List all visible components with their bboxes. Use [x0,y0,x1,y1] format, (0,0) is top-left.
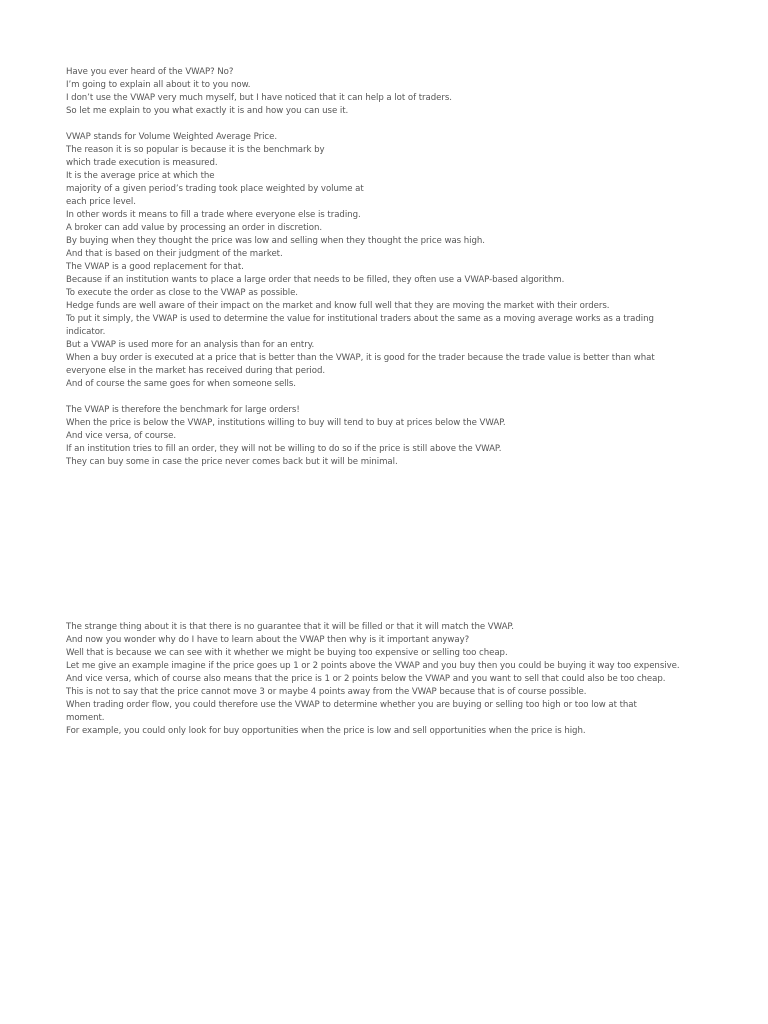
text-line: And of course the same goes for when someone sells. [66,379,296,389]
text-line: This is not to say that the price cannot move 3 or maybe 4 points away from the VWAP because that is of course possible. [66,687,587,697]
text-line: A broker can add value by processing an order in discretion. [66,223,323,233]
text-line: Let me give an example imagine if the price goes up 1 or 2 points above the VWAP and you buy then you could be buying it way too expensive. [66,661,680,671]
text-line: everyone else in the market has received during that period. [66,366,326,376]
text-line: which trade execution is measured. [66,158,218,168]
text-line: For example, you could only look for buy opportunities when the price is low and sell opportunities when the price is high. [66,726,586,736]
text-line: each price level. [66,197,136,207]
text-line: And vice versa, which of course also means that the price is 1 or 2 points below the VWAP and you want to sell that could also be too cheap. [66,674,666,684]
text-line: In other words it means to fill a trade where everyone else is trading. [66,210,361,220]
text-line: Hedge funds are well aware of their impact on the market and know full well that they are moving the market with their orders. [66,301,610,311]
text-line: majority of a given period’s trading took place weighted by volume at [66,184,364,194]
text-line: The VWAP is therefore the benchmark for large orders! [66,405,300,415]
text-line: But a VWAP is used more for an analysis than for an entry. [66,340,315,350]
text-line: If an institution tries to fill an order, they will not be willing to do so if the price is still above the VWAP. [66,444,502,454]
text-line: It is the average price at which the [66,171,215,181]
text-line: The reason it is so popular is because it is the benchmark by [66,145,325,155]
text-section-2 [66,621,716,738]
text-line: By buying when they thought the price was low and selling when they thought the price was high. [66,236,485,246]
text-line: I don’t use the VWAP very much myself, but I have noticed that it can help a lot of traders. [66,93,452,103]
text-line: When trading order flow, you could therefore use the VWAP to determine whether you are buying or selling too high or too low at that [66,700,637,710]
text-line: indicator. [66,327,106,337]
text-line: To execute the order as close to the VWAP as possible. [66,288,298,298]
text-line: When a buy order is executed at a price that is better than the VWAP, it is good for the trader because the trade value is better than what [66,353,655,363]
text-line: And now you wonder why do I have to learn about the VWAP then why is it important anyway? [66,635,470,645]
text-line: Have you ever heard of the VWAP? No? [66,67,234,77]
text-line: And vice versa, of course. [66,431,177,441]
text-section-1 [66,66,716,469]
text-line: To put it simply, the VWAP is used to determine the value for institutional traders about the same as a moving average works as a trading [66,314,654,324]
text-line: The strange thing about it is that there is no guarantee that it will be filled or that it will match the VWAP. [66,622,514,632]
paragraph-gap [66,391,716,404]
text-line: They can buy some in case the price never comes back but it will be minimal. [66,457,398,467]
text-line: The VWAP is a good replacement for that. [66,262,244,272]
text-line: Because if an institution wants to place a large order that needs to be filled, they often use a VWAP-based algorithm. [66,275,565,285]
text-line: Well that is because we can see with it whether we might be buying too expensive or selling too cheap. [66,648,508,658]
text-line: VWAP stands for Volume Weighted Average Price. [66,132,277,142]
paragraph-gap [66,118,716,131]
text-line: When the price is below the VWAP, institutions willing to buy will tend to buy at prices below the VWAP. [66,418,506,428]
text-line: So let me explain to you what exactly it is and how you can use it. [66,106,349,116]
text-line: I’m going to explain all about it to you now. [66,80,251,90]
text-line: moment. [66,713,105,723]
text-line: And that is based on their judgment of the market. [66,249,283,259]
